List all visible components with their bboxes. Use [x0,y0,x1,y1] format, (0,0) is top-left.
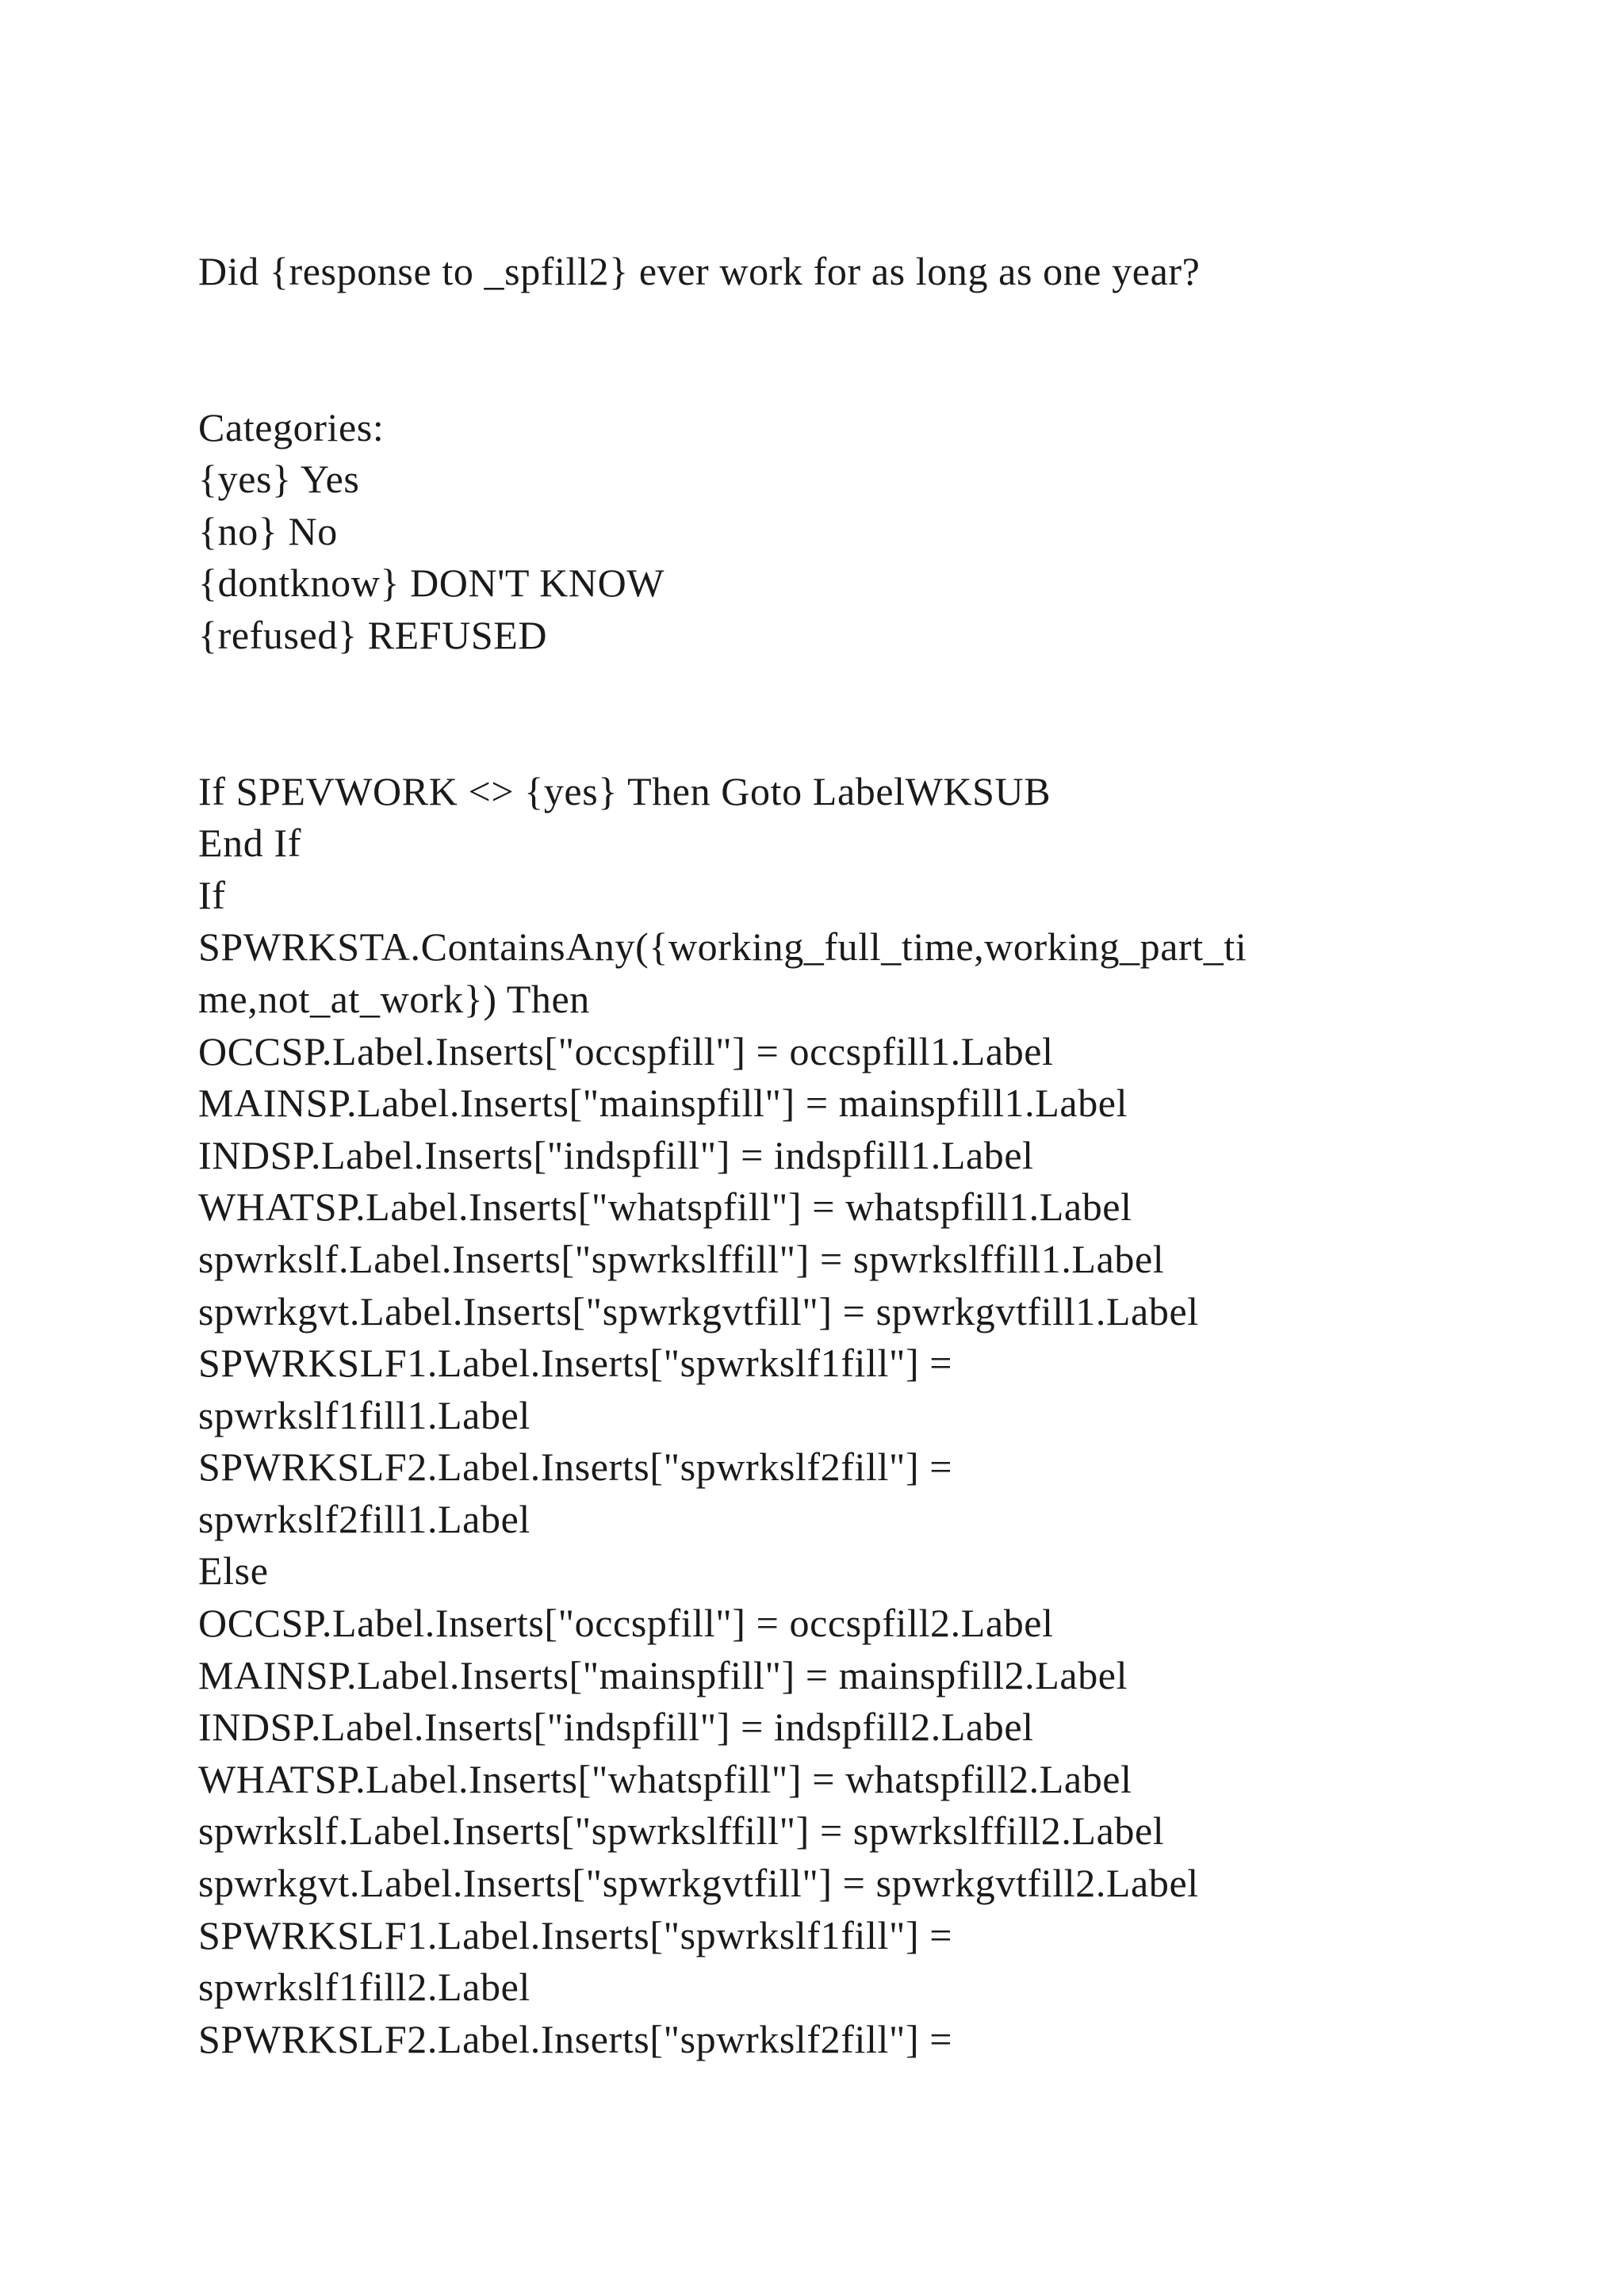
code-line: INDSP.Label.Inserts["indspfill"] = indspfill1.Label [198,1132,1034,1177]
category-refused: {refused} REFUSED [198,612,548,657]
code-line: If SPEVWORK <> {yes} Then Goto LabelWKSUB [198,768,1051,813]
spacer [198,298,1435,402]
code-line: MAINSP.Label.Inserts["mainspfill"] = mainspfill2.Label [198,1652,1128,1697]
category-no: {no} No [198,508,338,553]
category-dontknow: {dontknow} DON'T KNOW [198,561,665,606]
category-yes: {yes} Yes [198,457,360,502]
categories-heading: Categories: [198,404,385,450]
code-line: WHATSP.Label.Inserts["whatspfill"] = whatspfill2.Label [198,1756,1132,1801]
code-line: OCCSP.Label.Inserts["occspfill"] = occspfill1.Label [198,1028,1054,1073]
spacer [198,662,1435,766]
code-line: spwrkgvt.Label.Inserts["spwrkgvtfill"] = spwrkgvtfill1.Label [198,1288,1199,1334]
code-line: spwrkslf1fill1.Label [198,1392,530,1437]
code-line: MAINSP.Label.Inserts["mainspfill"] = mainspfill1.Label [198,1081,1128,1126]
code-line: SPWRKSLF2.Label.Inserts["spwrkslf2fill"] = [198,1445,953,1490]
question-text: Did {response to _spfill2} ever work for as long as one year? [198,249,1201,293]
code-line: spwrkslf2fill1.Label [198,1496,530,1541]
code-line: SPWRKSLF2.Label.Inserts["spwrkslf2fill"] = [198,2016,953,2061]
code-line: spwrkslf.Label.Inserts["spwrkslffill"] = spwrkslffill2.Label [198,1808,1165,1854]
code-line: Else [198,1548,269,1594]
code-line: spwrkslf.Label.Inserts["spwrkslffill"] = spwrkslffill1.Label [198,1236,1165,1281]
code-line: SPWRKSLF1.Label.Inserts["spwrkslf1fill"] = [198,1341,953,1386]
code-line: SPWRKSTA.ContainsAny({working_full_time,working_part_ti [198,924,1247,970]
code-line: spwrkgvt.Label.Inserts["spwrkgvtfill"] = spwrkgvtfill2.Label [198,1861,1199,1906]
code-line: me,not_at_work}) Then [198,976,590,1021]
code-line: SPWRKSLF1.Label.Inserts["spwrkslf1fill"] = [198,1912,953,1957]
code-block [198,766,1435,2066]
code-line: spwrkslf1fill2.Label [198,1965,530,2010]
code-line: WHATSP.Label.Inserts["whatspfill"] = whatspfill1.Label [198,1184,1132,1230]
code-line: OCCSP.Label.Inserts["occspfill"] = occspfill2.Label [198,1601,1054,1646]
code-line: If [198,872,226,917]
code-line: End If [198,821,301,866]
document-page [198,246,1435,2065]
code-line: INDSP.Label.Inserts["indspfill"] = indspfill2.Label [198,1705,1034,1750]
